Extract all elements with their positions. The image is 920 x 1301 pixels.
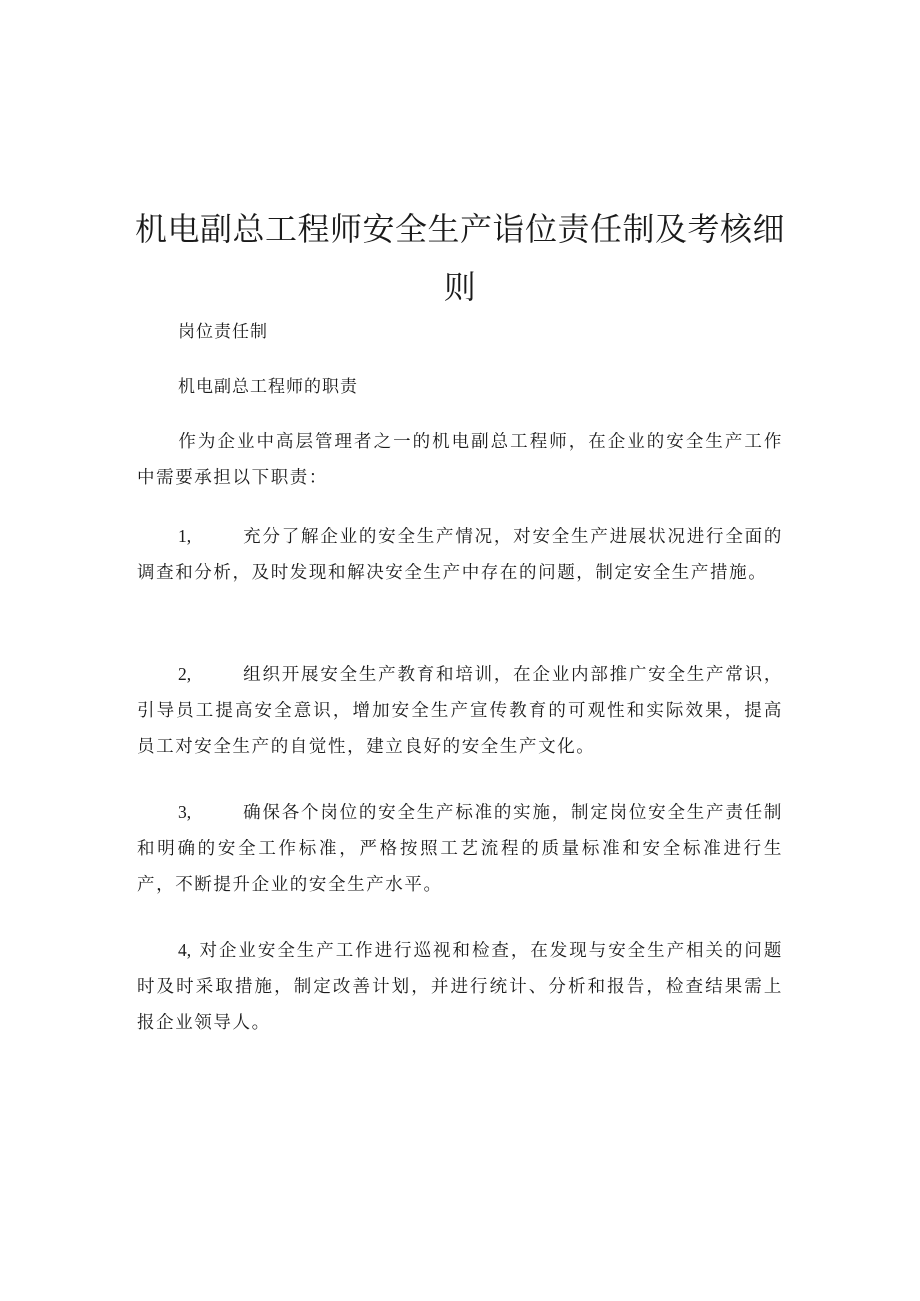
duty-item-number: 2,: [178, 664, 192, 684]
duty-item-number: 4,: [178, 940, 192, 960]
section-heading-responsibility-system: 岗位责任制: [178, 322, 268, 342]
duty-item-4: [137, 932, 783, 1041]
duty-item-2: [137, 656, 783, 765]
section-heading-duties: 机电副总工程师的职责: [178, 377, 358, 397]
duty-item-1: [137, 518, 783, 591]
intro-text: 作为企业中高层管理者之一的机电副总工程师，在企业的安全生产工作中需要承担以下职责：: [137, 432, 783, 488]
duty-item-text: 组织开展安全生产教育和培训，在企业内部推广安全生产常识，引导员工提高安全意识，增加安全生产宣传教育的可观性和实际效果，提高员工对安全生产的自觉性，建立良好的安全生产文化。: [137, 665, 783, 757]
duty-item-text: 确保各个岗位的安全生产标准的实施，制定岗位安全生产责任制和明确的安全工作标准，严格按照工艺流程的质量标准和安全标准进行生产，不断提升企业的安全生产水平。: [137, 803, 783, 895]
document-title: 机电副总工程师安全生产诣位责任制及考核细则: [134, 210, 785, 306]
duty-item-text: 充分了解企业的安全生产情况，对安全生产进展状况进行全面的调查和分析，及时发现和解决安全生产中存在的问题，制定安全生产措施。: [137, 527, 783, 583]
duty-item-3: [137, 794, 783, 903]
duty-item-number: 1,: [178, 526, 192, 546]
intro-paragraph: [137, 424, 783, 496]
duty-item-text: 对企业安全生产工作进行巡视和检查，在发现与安全生产相关的问题时及时采取措施，制定改善计划，并进行统计、分析和报告，检查结果需上报企业领导人。: [137, 941, 783, 1033]
duty-item-number: 3,: [178, 802, 192, 822]
